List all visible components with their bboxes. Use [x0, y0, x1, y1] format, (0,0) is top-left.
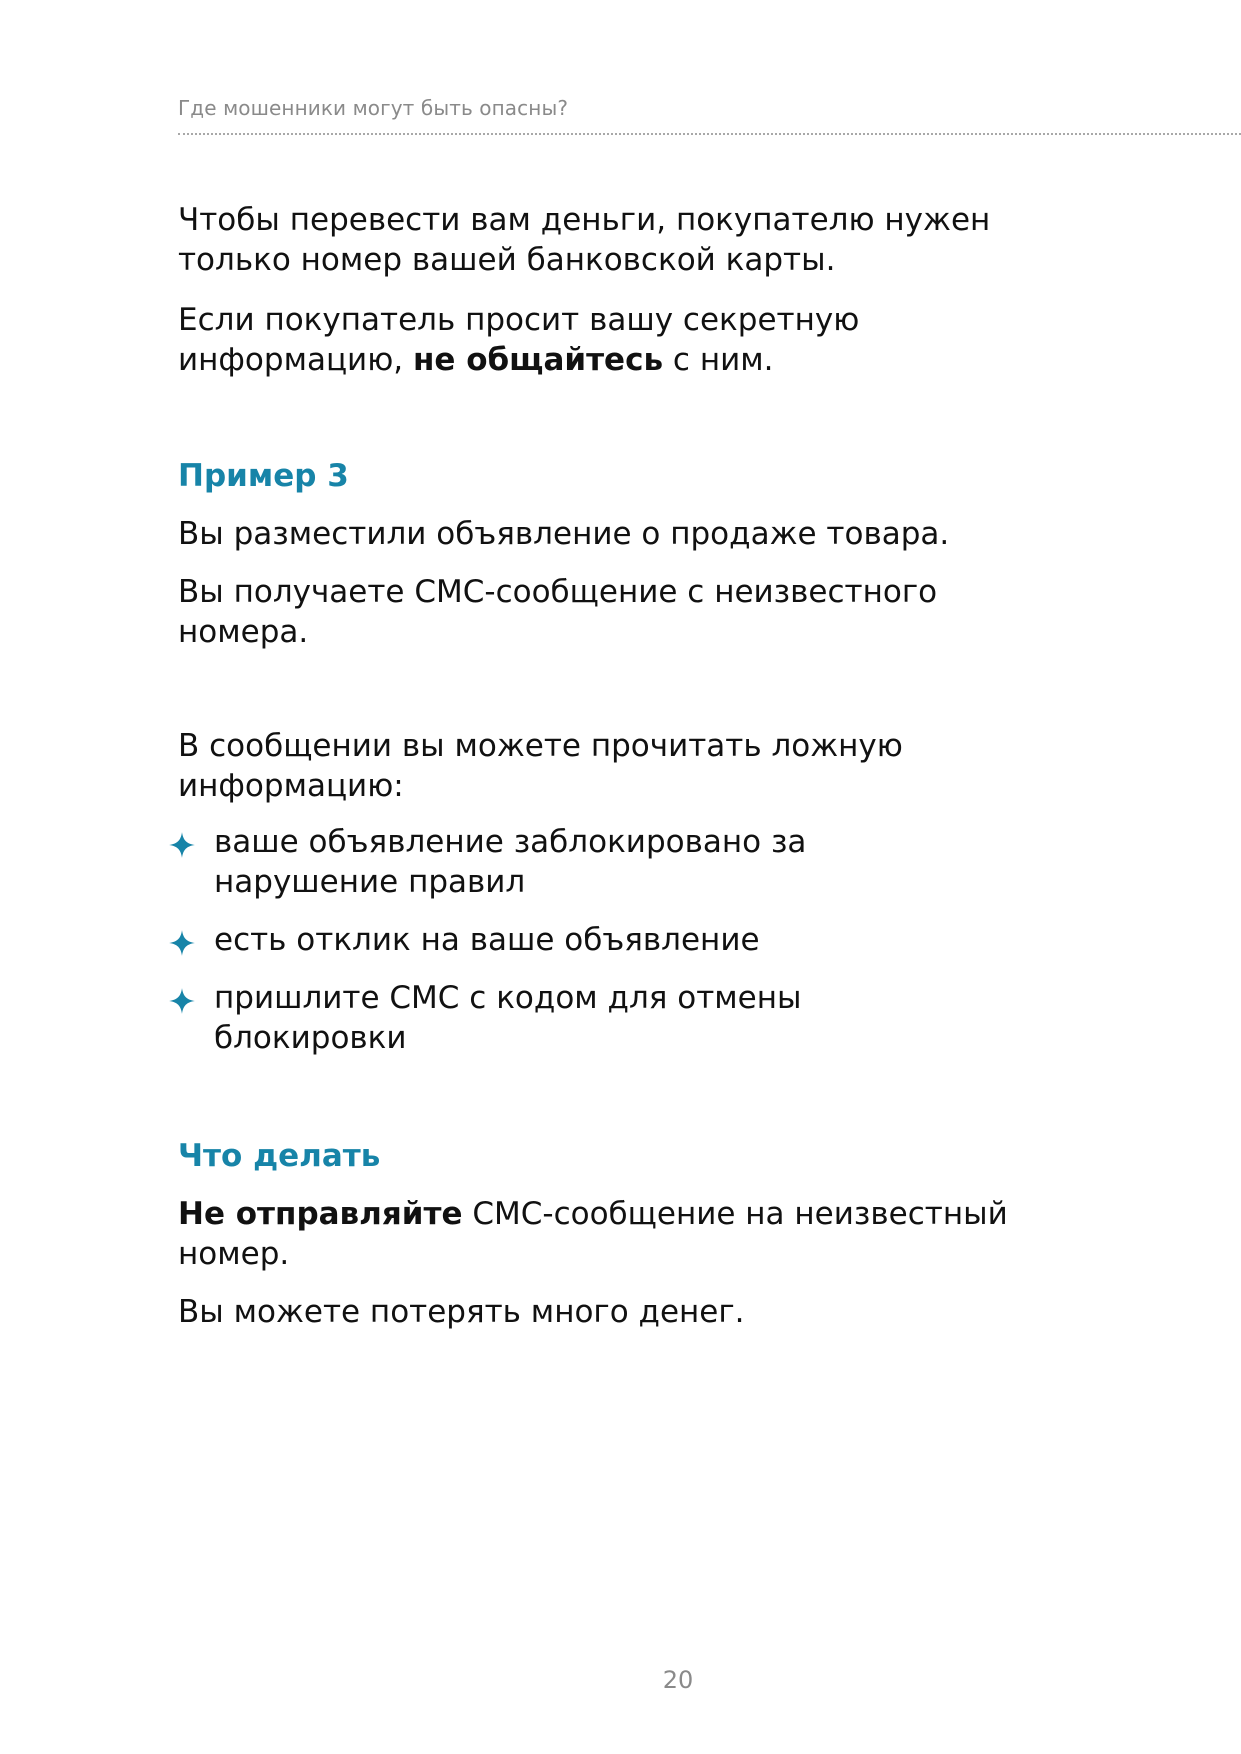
paragraph-do-not-send-text: СМС-сообщение на неизвестный номер. [178, 1196, 1008, 1272]
paragraph-do-not-send [178, 1194, 1078, 1274]
four-point-star-icon [168, 831, 196, 859]
paragraph-ad-posted: Вы разместили объявление о продаже товара. [178, 516, 950, 552]
list-item [178, 822, 834, 902]
paragraph-secret-info [178, 300, 898, 380]
list-item [178, 978, 874, 1058]
four-point-star-icon [168, 987, 196, 1015]
header-divider [178, 133, 1241, 135]
running-header: Где мошенники могут быть опасны? [178, 96, 569, 120]
heading-example-3: Пример 3 [178, 458, 349, 494]
emphasis-do-not-send: Не отправляйте [178, 1196, 463, 1232]
page-content [178, 200, 1118, 1332]
paragraph-sms-received: Вы получаете СМС-сообщение с неизвестного номера. [178, 574, 938, 650]
heading-what-to-do: Что делать [178, 1138, 381, 1174]
list-item-text: есть отклик на ваше объявление [214, 922, 760, 958]
list-item-text: ваше объявление заблокировано за нарушение правил [214, 824, 807, 900]
false-info-list [178, 822, 1118, 1058]
paragraph-false-info: В сообщении вы можете прочитать ложную информацию: [178, 728, 903, 804]
four-point-star-icon [168, 929, 196, 957]
emphasis-do-not-communicate: не общайтесь [413, 342, 664, 378]
paragraph-secret-info-text: Если покупатель просит вашу секретную информацию, [178, 302, 860, 378]
paragraph-card-number: Чтобы перевести вам деньги, покупателю нужен только номер вашей банковской карты. [178, 202, 991, 278]
paragraph-secret-info-end: с ним. [663, 342, 774, 378]
list-item-text: пришлите СМС с кодом для отмены блокировки [214, 980, 802, 1056]
page-number: 20 [662, 1666, 694, 1694]
list-item [178, 920, 1118, 960]
paragraph-lose-money: Вы можете потерять много денег. [178, 1294, 745, 1330]
